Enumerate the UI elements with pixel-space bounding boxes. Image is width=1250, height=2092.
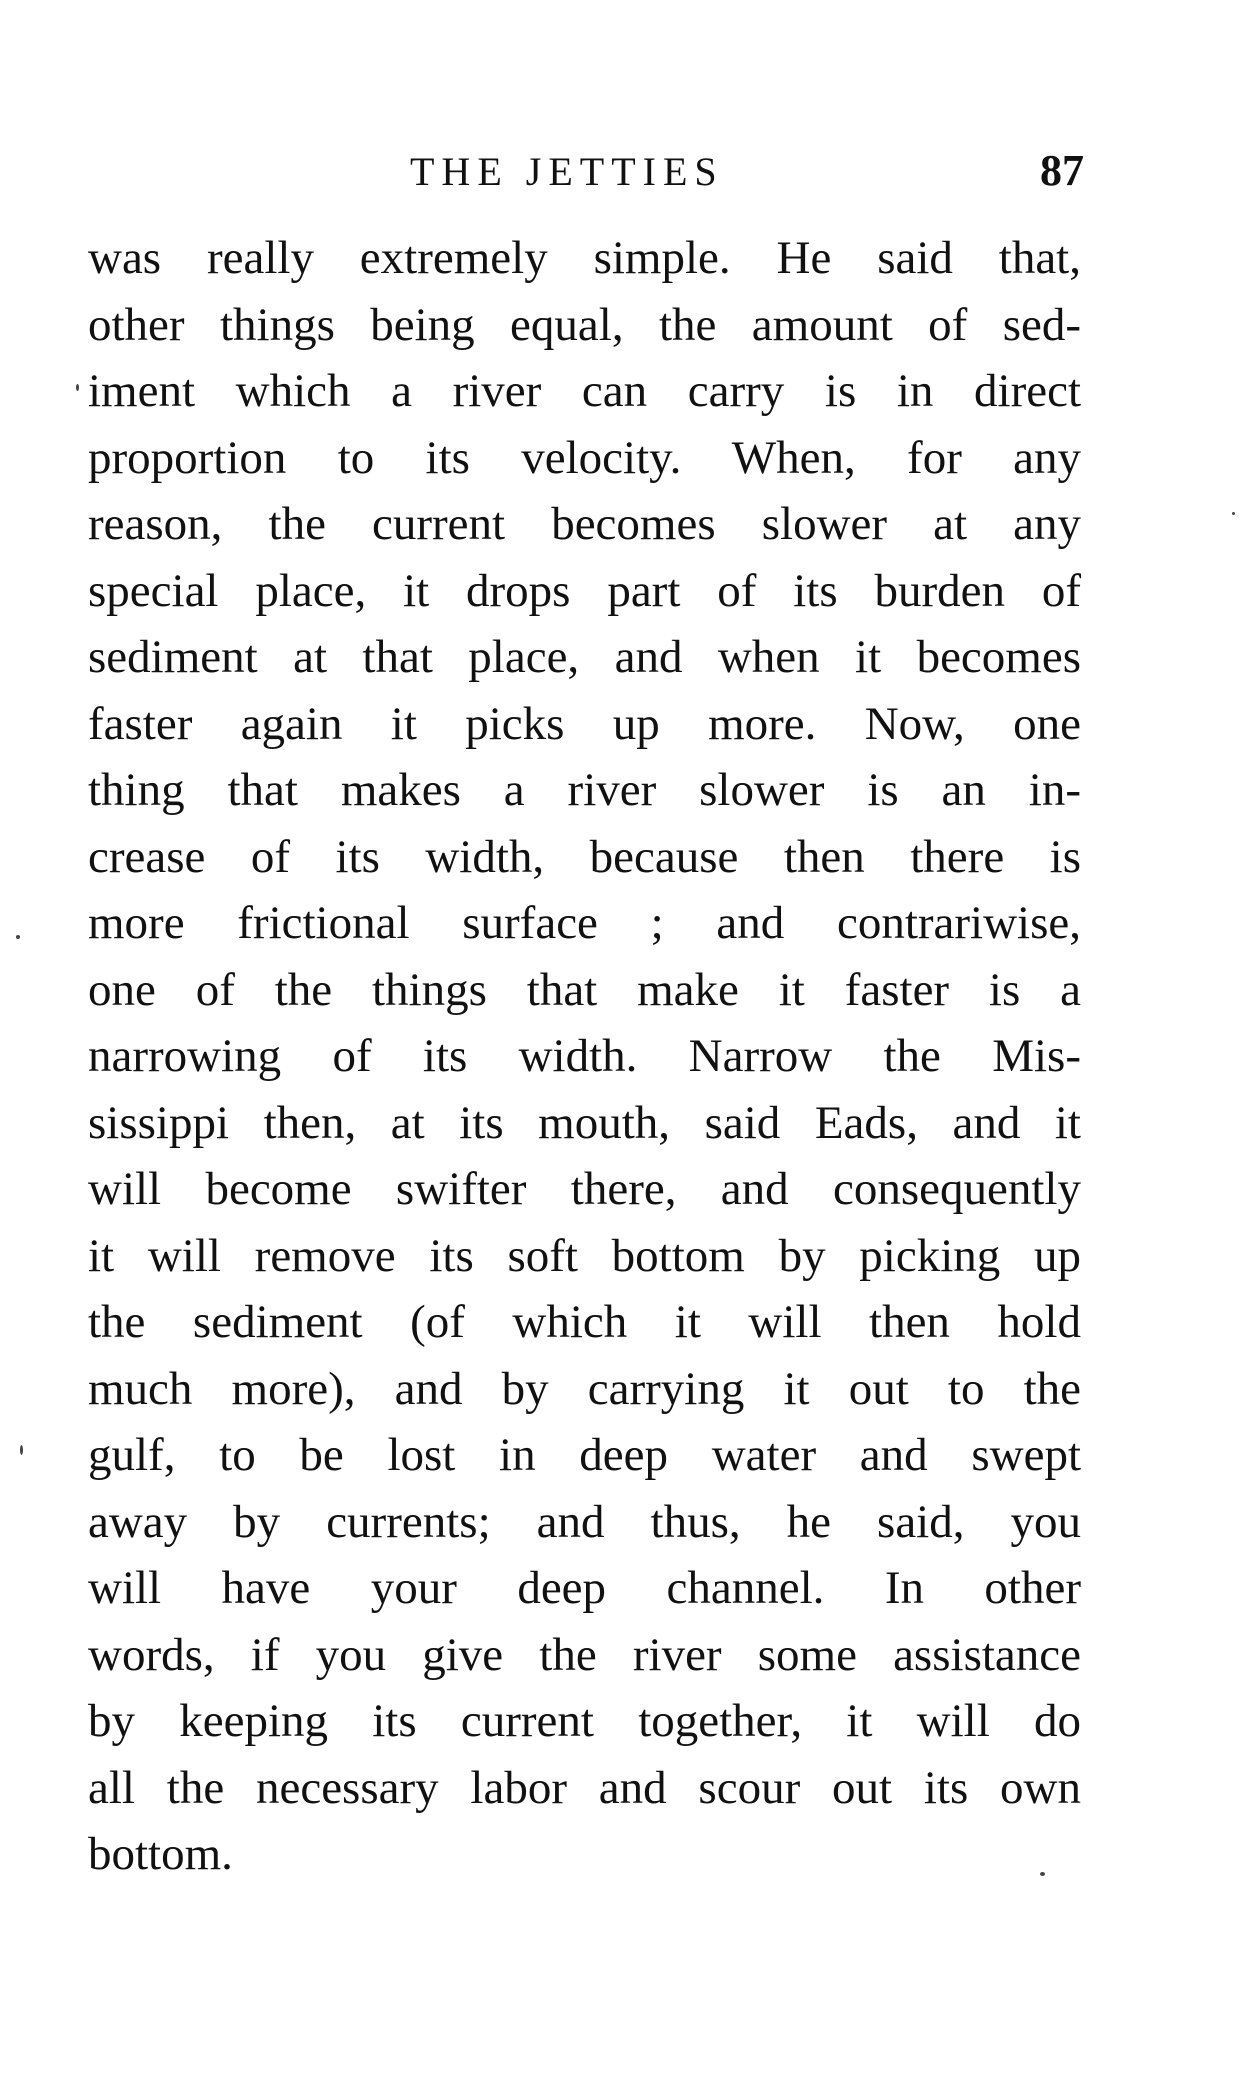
text-line: crease of its width, because then there is: [88, 830, 1081, 883]
scan-speck: [1040, 1872, 1045, 1876]
text-line: was really extremely simple. He said that,: [88, 232, 1081, 284]
text-line: away by currents; and thus, he said, you: [88, 1495, 1081, 1548]
text-line: by keeping its current together, it will do: [88, 1695, 1081, 1747]
body-text: [88, 225, 1081, 1888]
text-line: thing that makes a river slower is an in-: [88, 764, 1081, 816]
running-title: THE JETTIES: [410, 149, 724, 194]
text-line: other things being equal, the amount of sed-: [88, 298, 1081, 351]
text-line: will have your deep channel. In other: [88, 1562, 1081, 1614]
scan-speck: [76, 384, 79, 391]
text-line: bottom.: [88, 1828, 233, 1880]
text-line: sediment at that place, and when it becomes: [88, 631, 1081, 683]
text-line: one of the things that make it faster is a: [88, 963, 1081, 1016]
text-line: more frictional surface ; and contrariwise,: [88, 897, 1081, 949]
text-line: all the necessary labor and scour out its own: [88, 1761, 1081, 1814]
text-line: sissippi then, at its mouth, said Eads, and it: [88, 1096, 1081, 1149]
scan-speck: [20, 1445, 23, 1455]
text-line: proportion to its velocity. When, for any: [88, 431, 1081, 484]
text-line: it will remove its soft bottom by picking up: [88, 1229, 1081, 1282]
scan-speck: [16, 935, 20, 939]
text-line: gulf, to be lost in deep water and swept: [88, 1429, 1081, 1481]
page-number: 87: [1040, 146, 1084, 195]
text-line: the sediment (of which it will then hold: [88, 1296, 1081, 1348]
text-line: much more), and by carrying it out to the: [88, 1362, 1081, 1415]
text-line: faster again it picks up more. Now, one: [88, 697, 1081, 750]
text-line: words, if you give the river some assistance: [88, 1628, 1081, 1681]
text-line: special place, it drops part of its burden of: [88, 564, 1081, 617]
text-line: narrowing of its width. Narrow the Mis-: [88, 1030, 1081, 1082]
text-line: will become swifter there, and consequently: [88, 1163, 1081, 1215]
text-line: reason, the current becomes slower at any: [88, 498, 1081, 550]
text-line: iment which a river can carry is in direct: [88, 365, 1081, 417]
scan-speck: [1232, 512, 1235, 515]
